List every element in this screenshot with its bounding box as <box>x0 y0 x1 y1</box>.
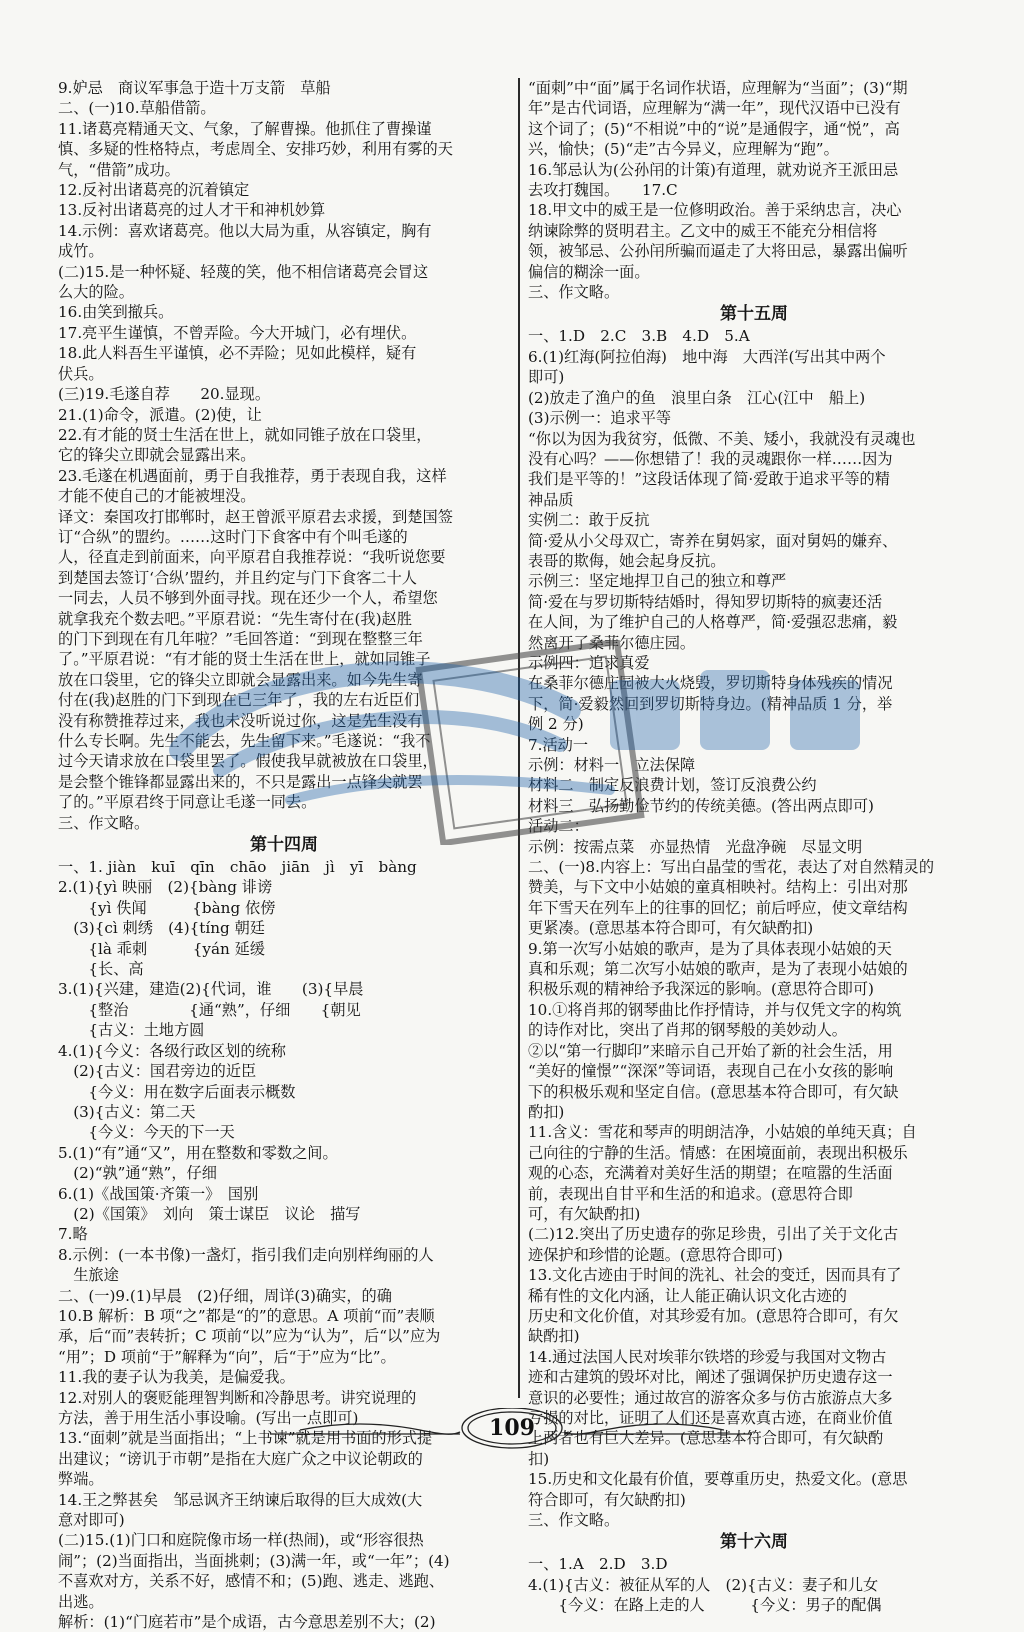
section-heading: 第十六周 <box>720 1532 788 1553</box>
text-line: 材料二 制定反浪费计划，签订反浪费公约 <box>528 776 817 795</box>
text-line: {là 乖刺 {yán 延缓 <box>58 939 265 958</box>
text-line: 方法，善于用生活小事设喻。(写出一点即可) <box>58 1409 359 1427</box>
text-line: 的门下到现在有几年啦？”毛回答道：“到现在整整三年 <box>58 629 423 648</box>
text-line: 这个词了；(5)“不相说”中的“说”是通假字，通“悦”，高 <box>528 119 900 138</box>
text-line: {今义：今天的下一天 <box>58 1123 235 1142</box>
text-line: 在人间，为了维护自己的人格尊严，简·爱强忍悲痛，毅 <box>528 613 898 632</box>
text-line: 例 2 分) <box>528 715 584 734</box>
text-line: 解析：(1)“门庭若市”是个成语，古今意思差别不大；(2) <box>58 1613 436 1632</box>
text-line: 16.邹忌认为(公孙闬的计策)有道理，就劝说齐王派田忌 <box>528 160 899 179</box>
text-line: 6.(1)《战国策·齐策一》 国别 <box>58 1184 259 1203</box>
text-line: 12.对别人的褒贬能理智判断和冷静思考。讲究说理的 <box>58 1388 417 1407</box>
text-line: 稀有性的文化内涵，让人能正确认识文化古迹的 <box>528 1286 847 1305</box>
text-line: 实例二：敢于反抗 <box>528 511 650 530</box>
text-line: 18.甲文中的威王是一位修明政治。善于采纳忠言，决心 <box>528 201 902 220</box>
text-line: 生旅途 <box>58 1266 119 1285</box>
text-line: (3)示例一：追求平等 <box>528 409 672 428</box>
text-line: 到楚国去签订‘合纵’盟约，并且约定与门下食客二十人 <box>58 568 417 587</box>
text-line: 酌扣) <box>528 1102 565 1121</box>
text-line: 下，简·爱毅然回到罗切斯特身边。(精神品质 1 分，举 <box>528 694 893 713</box>
text-line: 材料三 弘扬勤俭节约的传统美德。(答出两点即可) <box>528 796 874 815</box>
text-line: 一、1.D 2.C 3.B 4.D 5.A <box>528 327 750 346</box>
text-line: 15.历史和文化最有价值，要尊重历史，热爱文化。(意思 <box>528 1470 908 1489</box>
text-line: 积极乐观的精神给予我深远的影响。(意思符合即可) <box>528 980 874 999</box>
text-line: 赞美，与下文中小姑娘的童真相映衬。结构上：引出对那 <box>528 878 908 897</box>
text-line: “用”；D 项前“于”解释为“向”，后“于”应为“比”。 <box>58 1347 396 1366</box>
text-line: 活动二： <box>528 817 589 836</box>
text-line: 付在(我)赵胜的门下到现在已三年了，我的左右近臣们 <box>58 691 420 710</box>
text-line: 13.反衬出诸葛亮的过人才干和神机妙算 <box>58 201 326 220</box>
page-number: 109 <box>489 1415 535 1441</box>
left-column <box>58 78 510 1632</box>
text-line: 亏损的对比，证明了人们还是喜欢真古迹，在商业价值 <box>528 1409 893 1427</box>
text-line: 出建议；“谤讥于市朝”是指在大庭广众之中议论朝政的 <box>58 1449 423 1468</box>
text-line: 意对即可) <box>58 1511 125 1530</box>
text-line: 弊端。 <box>58 1470 104 1489</box>
text-line: 三、作文略。 <box>528 1511 620 1530</box>
text-line: (二)15.(1)门口和庭院像市场一样(热闹)，或“形容很热 <box>58 1531 424 1550</box>
text-line: 纳谏除弊的贤明君主。乙文中的威王不能充分相信将 <box>528 221 878 240</box>
text-line: 人，径直走到前面来，向平原君自我推荐说：“我听说您要 <box>58 548 446 567</box>
text-line: {yì 佚闻 {bàng 依傍 <box>58 898 276 917</box>
text-line: 10.①将肖邦的钢琴曲比作抒情诗，并与仅凭文字的构筑 <box>528 1000 902 1019</box>
text-line: 8.示例：(一本书像)一盏灯，指引我们走向别样绚丽的人 <box>58 1245 434 1264</box>
text-line: (三)19.毛遂自荐 20.显现。 <box>58 385 271 404</box>
section-heading: 第十五周 <box>720 304 788 325</box>
text-line: 伏兵。 <box>58 364 104 383</box>
text-line: 缺酌扣) <box>528 1327 580 1346</box>
text-line: 一同去，人员不够到外面寻找。现在还少一个人，希望您 <box>58 589 438 608</box>
text-line: 更紧凑。(意思基本符合即可，有欠缺酌扣) <box>528 919 814 938</box>
text-line: 了。”平原君说：“有才能的贤士生活在世上，就如同锥子 <box>58 650 431 669</box>
text-line: 闹”；(2)当面指出，当面挑刺；(3)满一年，或“一年”；(4) <box>58 1551 450 1570</box>
text-line: 的诗作对比，突出了肖邦的钢琴般的美妙动人。 <box>528 1021 847 1040</box>
text-line: 去攻打魏国。 17.C <box>528 181 678 200</box>
text-line: 不喜欢对方，关系不好，感情不和；(5)跑、逃走、逃跑、 <box>58 1572 445 1591</box>
text-line: 兴，愉快；(5)“走”古今异义，应理解为“跑”。 <box>528 140 839 159</box>
text-line: 16.由笑到撤兵。 <box>58 303 174 322</box>
text-line: 出逃。 <box>58 1592 104 1611</box>
text-line: 11.含义：雪花和琴声的明朗洁净，小姑娘的单纯天真；自 <box>528 1123 917 1142</box>
text-line: 符合即可，有欠缺酌扣) <box>528 1490 686 1509</box>
text-line: 神品质 <box>528 490 574 509</box>
text-line: 示例三：坚定地捍卫自己的独立和尊严 <box>528 572 787 591</box>
text-line: 迹和古建筑的毁坏对比，阐述了强调保护历史遗存这一 <box>528 1368 893 1387</box>
text-line: 迹保护和珍惜的论题。(意思符合即可) <box>528 1245 783 1264</box>
text-line: {整治 {通“熟”，仔细 {朝见 <box>58 1000 361 1019</box>
text-line: 什么专长啊。先生不能去，先生留下来。”毛遂说：“我不 <box>58 732 431 750</box>
text-line: 14.王之弊甚矣 邹忌讽齐王纳谏后取得的巨大成效(大 <box>58 1490 423 1509</box>
text-line: 即可) <box>528 368 565 387</box>
text-line: 慎、多疑的性格特点，考虑周全、安排巧妙，利用有雾的天 <box>58 140 453 159</box>
text-line: (2){古义：国君旁边的近臣 <box>58 1062 257 1081</box>
text-line: (2)“孰”通“熟”，仔细 <box>58 1164 217 1183</box>
text-line: 示例：材料一 立法保障 <box>528 756 696 774</box>
text-line: (二)12.突出了历史遗存的弥足珍贵，引出了关于文化古 <box>528 1225 899 1244</box>
text-line: 三、作文略。 <box>528 283 620 302</box>
text-line: 13.文化古迹由于时间的洗礼、社会的变迁，因而具有了 <box>528 1266 902 1285</box>
text-line: 才能不使自己的才能被埋没。 <box>58 487 256 506</box>
text-line: 10.B 解析：B 项“之”都是“的”的意思。A 项前“而”表顺 <box>58 1306 435 1325</box>
text-line: 上两者也有巨大差异。(意思基本符合即可，有欠缺酌 <box>528 1429 884 1448</box>
text-line: 意识的必要性；通过故宫的游客众多与仿古旅游点大多 <box>528 1388 893 1407</box>
text-line: 么大的险。 <box>58 283 134 302</box>
text-line: 偏信的糊涂一面。 <box>528 262 650 281</box>
text-line: 译文：秦国攻打邯郸时，赵王曾派平原君去求援，到楚国签 <box>58 507 453 526</box>
text-line: 年”是古代词语，应理解为“满一年”，现代汉语中已没有 <box>528 99 901 118</box>
text-line: 真和乐观；第二次写小姑娘的歌声，是为了表现小姑娘的 <box>528 960 908 979</box>
text-line: 没有称赞推荐过来，我也未没听说过你，这是先生没有 <box>58 711 423 730</box>
text-line: 气，“借箭”成功。 <box>58 160 180 179</box>
text-line: (2)放走了渔户的鱼 浪里白条 江心(江中 船上) <box>528 388 866 407</box>
text-line: 3.(1){兴建，建造(2){代词，谁 (3){早晨 <box>58 980 364 999</box>
text-line: 14.通过法国人民对埃菲尔铁塔的珍爱与我国对文物古 <box>528 1347 887 1366</box>
text-line: ②以“第一行脚印”来暗示自己开始了新的社会生活，用 <box>528 1041 893 1060</box>
text-line: 没有心吗？——你想错了！我的灵魂跟你一样……因为 <box>528 449 893 468</box>
text-line: “你以为因为我贫穷，低微、不美、矮小，我就没有灵魂也 <box>528 429 916 448</box>
text-line: 22.有才能的贤士生活在世上，就如同锥子放在口袋里， <box>58 425 432 444</box>
text-line: 己向往的宁静的生活。情感：在困境面前，表现出积极乐 <box>528 1143 908 1162</box>
right-column <box>528 78 980 1616</box>
text-line: “美好的憧憬”“深深”等词语，表现自己在小女孩的影响 <box>528 1062 894 1081</box>
text-line: 过今天请求放在口袋里罢了。假使我早就被放在口袋里， <box>58 752 438 771</box>
section-heading: 第十四周 <box>250 835 318 856</box>
text-line: 放在口袋里，它的锋尖立即就会显露出来。如今先生寄 <box>58 670 423 689</box>
text-line: 4.(1){古义：被征从军的人 (2){古义：妻子和儿女 <box>528 1575 879 1594</box>
text-line: 7.略 <box>58 1225 88 1244</box>
text-line: 11.诸葛亮精通天文、气象，了解曹操。他抓住了曹操谨 <box>58 119 432 138</box>
text-line: 13.“面刺”就是当面指出；“上书谏”就是用书面的形式提 <box>58 1429 433 1448</box>
text-line: 12.反衬出诸葛亮的沉着镇定 <box>58 181 250 200</box>
text-line: “面刺”中“面”属于名词作状语，应理解为“当面”；(3)“期 <box>528 79 908 97</box>
text-line: 年下雪天在列车上的往事的回忆；前后呼应，使文章结构 <box>528 898 908 917</box>
text-line: (2)《国策》 刘向 策士谋臣 议论 描写 <box>58 1204 361 1223</box>
text-line: 二、(一)8.内容上：写出白晶莹的雪花，表达了对自然精灵的 <box>528 858 935 877</box>
text-line: 下的积极乐观和坚定自信。(意思基本符合即可，有欠缺 <box>528 1082 899 1101</box>
text-line: 4.(1){今义：各级行政区划的统称 <box>58 1041 286 1060</box>
text-line: 6.(1)红海(阿拉伯海) 地中海 大西洋(写出其中两个 <box>528 347 886 366</box>
text-line: 三、作文略。 <box>58 813 150 832</box>
text-line: 承，后“而”表转折；C 项前“以”应为“认为”，后“以”应为 <box>58 1327 441 1346</box>
text-line: 二、(一)9.(1)早晨 (2)仔细，周详(3)确实，的确 <box>58 1286 392 1305</box>
text-line: 订“合纵”的盟约。……这时门下食客中有个叫毛遂的 <box>58 527 408 546</box>
text-line: 了的。”平原君终于同意让毛遂一同去。 <box>58 793 317 812</box>
text-line: 表哥的欺侮，她会起身反抗。 <box>528 551 726 570</box>
text-line: 示例：按需点菜 亦显热情 光盘净碗 尽显文明 <box>528 837 863 856</box>
text-line: {古义：土地方圆 <box>58 1021 205 1040</box>
text-line: 是会整个锥锋都显露出来的，不只是露出一点锋尖就罢 <box>58 772 423 791</box>
text-line: (二)15.是一种怀疑、轻蔑的笑，他不相信诸葛亮会冒这 <box>58 262 429 281</box>
text-line: 就拿我充个数去吧。”平原君说：“先生寄付在(我)赵胜 <box>58 609 412 628</box>
text-line: 示例四：追求真爱 <box>528 653 650 672</box>
text-line: 11.我的妻子认为我美，是偏爱我。 <box>58 1368 295 1387</box>
text-line: 它的锋尖立即就会显露出来。 <box>58 446 256 465</box>
text-line: 2.(1){yì 映丽 (2){bàng 诽谤 <box>58 878 273 897</box>
text-line: 在桑菲尔德庄园被大火烧毁，罗切斯特身体残疾的情况 <box>528 674 893 693</box>
text-line: 一、1. jiàn kuī qīn chāo jiān jì yī bàng <box>58 858 417 877</box>
text-line: (3){cì 刺绣 (4){tíng 朝廷 <box>58 919 265 938</box>
text-line: 前，表现出自甘平和生活的和追求。(意思符合即 <box>528 1184 853 1203</box>
text-line: 14.示例：喜欢诸葛亮。他以大局为重，从容镇定，胸有 <box>58 221 432 240</box>
text-line: {今义：用在数字后面表示概数 <box>58 1082 296 1101</box>
text-line: 可，有欠缺酌扣) <box>528 1204 641 1223</box>
text-line: 9.妒忌 商议军事急于造十万支箭 草船 <box>58 79 331 97</box>
text-line: 简·爱从小父母双亡，寄养在舅妈家，面对舅妈的嫌弃、 <box>528 531 898 550</box>
text-line: 扣) <box>528 1449 550 1468</box>
text-line: 简·爱在与罗切斯特结婚时，得知罗切斯特的疯妻还活 <box>528 592 883 611</box>
text-line: 领，被邹忌、公孙闬所骗而逼走了大将田忌，暴露出偏听 <box>528 242 908 261</box>
text-line: 成竹。 <box>58 242 104 261</box>
text-line: 23.毛遂在机遇面前，勇于自我推荐，勇于表现自我，这样 <box>58 466 447 485</box>
text-line: 18.此人料吾生平谨慎，必不弄险；见如此模样，疑有 <box>58 344 417 363</box>
text-line: 历史和文化价值，对其珍爱有加。(意思符合即可，有欠 <box>528 1306 899 1325</box>
text-line: 观的心态，充满着对美好生活的期望；在喧嚣的生活面 <box>528 1164 893 1183</box>
text-line: {今义：在路上走的人 {今义：男子的配偶 <box>528 1596 882 1615</box>
column-divider <box>518 78 520 1398</box>
text-line: 我们是平等的！”这段话体现了简·爱敢于追求平等的精 <box>528 470 890 489</box>
text-line: (3){古义：第二天 <box>58 1102 196 1121</box>
text-line: 一、1.A 2.D 3.D <box>528 1555 668 1574</box>
text-line: 5.(1)“有”通“又”，用在整数和零数之间。 <box>58 1143 338 1162</box>
text-line: 二、(一)10.草船借箭。 <box>58 99 216 118</box>
text-line: 9.第一次写小姑娘的歌声，是为了具体表现小姑娘的天 <box>528 939 892 958</box>
text-line: 21.(1)命令，派遣。(2)使，让 <box>58 405 262 424</box>
text-line: 然离开了桑菲尔德庄园。 <box>528 633 696 652</box>
text-line: {长、高 <box>58 960 144 979</box>
text-line: 7.活动一 <box>528 735 589 754</box>
text-line: 17.亮平生谨慎，不曾弄险。今大开城门，必有埋伏。 <box>58 323 417 342</box>
